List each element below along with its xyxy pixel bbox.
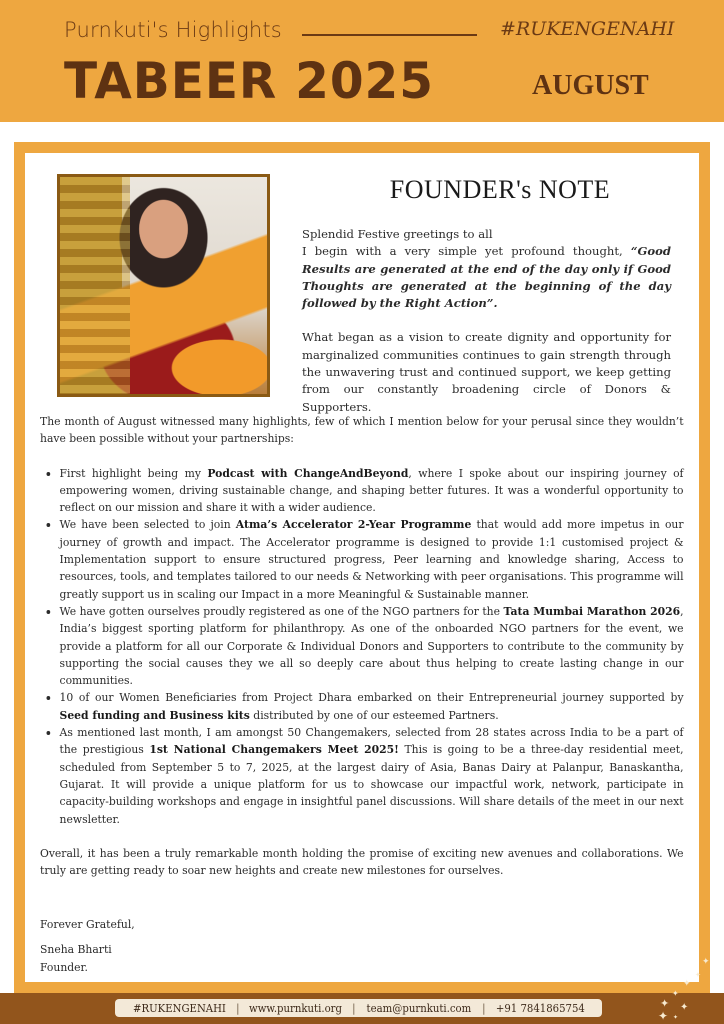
highlight-emphasis: Podcast with ChangeAndBeyond [207, 465, 409, 480]
highlight-text: We have gotten ourselves proudly registered as one of the NGO partners for the [59, 603, 504, 618]
email-link[interactable]: team@purnkuti.com [366, 1001, 472, 1015]
closing-paragraph: Overall, it has been a truly remarkable month holding the promise of exciting new avenues and collaborations. We truly are getting ready to soar new heights and create new milestones for ourselves. [40, 845, 684, 878]
sparkle-icon: ✦ [680, 1002, 689, 1013]
sparkle-icon: ✦ [673, 1014, 679, 1021]
contact-pill [115, 999, 602, 1017]
footer-hashtag: #RUKENGENAHI [132, 1001, 226, 1015]
signatory-name: Sneha Bharti [40, 942, 112, 957]
highlight-emphasis: Seed funding and Business kits [59, 707, 250, 722]
founder-intro [302, 226, 671, 416]
sparkle-icon: ✦ [702, 957, 710, 967]
highlight-text: , India’s biggest sporting platform for philanthropy. As one of the onboarded NGO partners for the event, we provide a platform for all our Corporate & Individual Donors and Supporters to contribute to the community by supporting the social causes they we all so deeply care about thus helping to create lasting change in our communities. [59, 603, 684, 688]
sign-off: Forever Grateful, [40, 917, 135, 931]
highlight-text: , where I spoke about our inspiring journey of empowering women, driving sustainable change, and shaping better futures. It was a wonderful opportunity to reflect on our mission and share it with a wider audience. [59, 465, 684, 515]
founder-photo [57, 174, 270, 397]
highlights-list [40, 465, 684, 828]
highlight-text: distributed by one of our esteemed Partners. [249, 707, 499, 722]
highlight-item [60, 516, 684, 602]
highlights-lead: The month of August witnessed many highlights, few of which I mention below for your perusal since they wouldn’t have been possible without your partnerships: [40, 414, 684, 446]
website-link[interactable]: www.purnkuti.org [249, 1001, 343, 1015]
newsletter-header [0, 0, 724, 122]
highlight-text: that would add more impetus in our journey of growth and impact. The Accelerator programme is designed to provide 1:1 customised project & Implementation support to ensure structured progress, Peer learning and knowledge sharing, Access to resources, tools, and templates tailored to our needs & Networking with peer organisations. This programme will greatly support us in scaling our Impact in a more Meaningful & Sustainable manner. [59, 517, 684, 601]
opening-quote: “Good Results are generated at the end of the day only if Good Thoughts are generated at the beginning of the day followed by the Right Action”. [302, 244, 671, 311]
greeting: Splendid Festive greetings to all [302, 227, 493, 241]
sparkle-icon: ✦ [672, 989, 679, 998]
brass-lamp-decoration [60, 177, 130, 394]
highlight-text: This is going to be a three-day residential meet, scheduled from September 5 to 7, 2025, at the largest dairy of Asia, Banas Dairy at Palanpur, Banaskantha, Gujarat. It will provide a unique platform for us to showcase our impactful work, network, participate in capacity-building workshops and engage in insightful panel discussions. Will share details of the meet in our next newsletter. [59, 742, 684, 826]
sparkle-icon: ✦ [658, 1009, 669, 1023]
highlight-emphasis: 1st National Changemakers Meet 2025! [149, 742, 399, 757]
vision-paragraph: What began as a vision to create dignity and opportunity for marginalized communities continues to gain strength through the unwavering trust and continued support, we keep getting from our constantly broadening circle of Donors & Supporters. [302, 330, 671, 414]
highlight-emphasis: Tata Mumbai Marathon 2026 [503, 603, 681, 618]
sparkle-icon: ✦ [683, 979, 691, 989]
signature-block [40, 916, 135, 976]
highlight-emphasis: Atma’s Accelerator 2-Year Programme [235, 517, 472, 532]
highlight-item [60, 689, 684, 724]
founder-note-title: FOUNDER's NOTE [389, 175, 611, 204]
opening-thought [302, 243, 671, 312]
signatory-role: Founder. [40, 959, 88, 974]
campaign-hashtag: #RUKENGENAHI [500, 18, 675, 40]
subtitle-divider [302, 34, 477, 36]
sparkle-icon: ✦ [695, 971, 701, 979]
footer-separator: | [352, 1001, 356, 1015]
highlight-item [60, 724, 684, 828]
footer-separator: | [482, 1001, 486, 1015]
highlight-text: We have been selected to join [59, 517, 236, 532]
phone-number: +91 7841865754 [495, 1001, 585, 1015]
newsletter-subtitle: Purnkuti's Highlights [64, 18, 282, 42]
highlight-text: First highlight being my [59, 465, 208, 480]
note-body [40, 413, 684, 879]
highlight-text: 10 of our Women Beneficiaries from Project Dhara embarked on their Entrepreneurial journey supported by [59, 690, 684, 705]
sparkle-icon: ✦ [660, 997, 670, 1010]
highlight-text: As mentioned last month, I am amongst 50 Changemakers, selected from 28 states across India to be a part of the prestigious [59, 725, 684, 757]
newsletter-month: AUGUST [532, 70, 649, 101]
newsletter-title: TABEER 2025 [64, 52, 434, 110]
opening-lead: I begin with a very simple yet profound thought, [302, 244, 631, 259]
highlight-item [60, 603, 684, 689]
highlight-item [60, 465, 684, 517]
footer-separator: | [235, 1001, 240, 1015]
